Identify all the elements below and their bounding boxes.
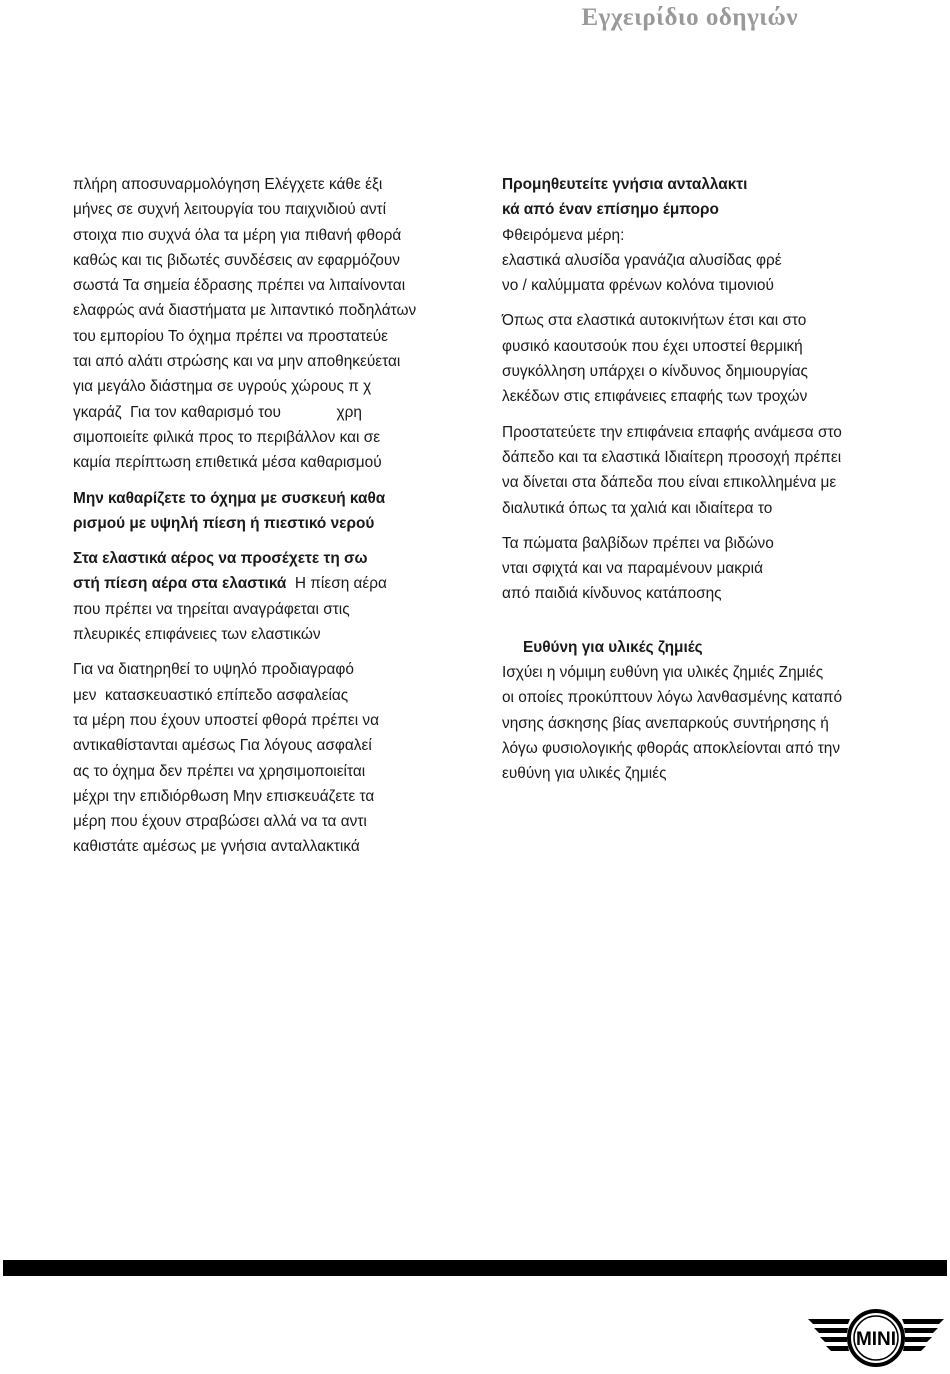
text-line: καθώς και τις βιδωτές συνδέσεις αν εφαρμόζουν: [73, 251, 400, 269]
text-line: φυσικό καουτσούκ που έχει υποστεί θερμική: [502, 337, 803, 355]
text-line: από παιδιά κίνδυνος κατάποσης: [502, 585, 722, 603]
paragraph-floor-protection: [502, 420, 902, 521]
text-line: σωστά Τα σημεία έδρασης πρέπει να λιπαίνονται: [73, 277, 406, 295]
logo-text: MINI: [855, 1329, 897, 1350]
left-column: [73, 172, 453, 870]
text-line: ελαστικά αλυσίδα γρανάζια αλυσίδας φρέ: [502, 251, 782, 269]
text-line: σιμοποιείτε φιλικά προς το περιβάλλον και σε: [73, 428, 381, 446]
text-line: [73, 571, 453, 596]
text-line: καμία περίπτωση επιθετικά μέσα καθαρισμού: [73, 454, 382, 472]
text-line: του εμπορίου Το όχημα πρέπει να προστατεύε: [73, 327, 389, 345]
text-line: νο / καλύμματα φρένων κολόνα τιμονιού: [502, 277, 774, 295]
text-fragment: Η πίεση αέρα: [286, 575, 387, 593]
text-line: Όπως στα ελαστικά αυτοκινήτων έτσι και στο: [502, 312, 807, 330]
paragraph-liability: [502, 660, 902, 786]
text-line: στοιχα πιο συχνά όλα τα μέρη για πιθανή φθορά: [73, 226, 402, 244]
text-line: μεν κατασκευαστικό επίπεδο ασφαλείας: [73, 686, 349, 704]
text-line: λεκέδων στις επιφάνειες επαφής των τροχών: [502, 388, 808, 406]
paragraph-tire-pressure: [73, 546, 453, 647]
text-line: ρισμού με υψηλή πίεση ή πιεστικό νερού: [73, 514, 375, 532]
page-title: Εγχειρίδιο οδηγιών: [581, 4, 798, 31]
text-line: διαλυτικά όπως τα χαλιά και ιδιαίτερα το: [502, 499, 773, 517]
text-line: συγκόλληση υπάρχει ο κίνδυνος δημιουργίας: [502, 363, 808, 381]
text-line: Μην καθαρίζετε το όχημα με συσκευή καθα: [73, 489, 386, 507]
paragraph-no-pressure-washer: [73, 486, 453, 537]
paragraph-safety: [73, 657, 453, 859]
text-line: Φθειρόμενα μέρη:: [502, 226, 625, 244]
text-line: οι οποίες προκύπτουν λόγω λανθασμένης καταπό: [502, 689, 843, 707]
text-line: δάπεδο και τα ελαστικά Ιδιαίτερη προσοχή πρέπει: [502, 448, 842, 466]
bold-fragment: στή πίεση αέρα στα ελαστικά: [73, 575, 287, 593]
text-line: καθιστάτε αμέσως με γνήσια ανταλλακτικά: [73, 838, 360, 856]
text-line: αντικαθίστανται αμέσως Για λόγους ασφαλεί: [73, 737, 372, 755]
text-line: που πρέπει να τηρείται αναγράφεται στις: [73, 600, 350, 618]
text-line: Τα πώματα βαλβίδων πρέπει να βιδώνο: [502, 534, 774, 552]
text-line: νται σφιχτά και να παραμένουν μακριά: [502, 560, 763, 578]
text-line: νησης άσκησης βίας ανεπαρκούς συντήρησης ή: [502, 714, 829, 732]
right-column: [502, 172, 902, 797]
text-line: Ισχύει η νόμιμη ευθύνη για υλικές ζημιές Ζημιές: [502, 664, 824, 682]
mini-logo-icon: [804, 1306, 948, 1372]
text-line: Για να διατηρηθεί το υψηλό προδιαγραφό: [73, 661, 354, 679]
text-line: πλευρικές επιφάνειες των ελαστικών: [73, 626, 321, 644]
text-line: κά από έναν επίσημο έμπορο: [502, 201, 719, 219]
text-line: για μεγάλο διάστημα σε υγρούς χώρους π χ: [73, 378, 372, 396]
text-line: Προμηθευτείτε γνήσια ανταλλακτι: [502, 176, 748, 193]
paragraph-maintenance: [73, 172, 453, 476]
paragraph-valve-caps: [502, 531, 902, 607]
text-line: τα μέρη που έχουν υποστεί φθορά πρέπει να: [73, 711, 380, 729]
text-line: μέχρι την επιδιόρθωση Μην επισκευάζετε τα: [73, 787, 375, 805]
text-line: Προστατεύετε την επιφάνεια επαφής ανάμεσα στο: [502, 423, 842, 441]
section-title-liability: Ευθύνη για υλικές ζημιές: [523, 638, 703, 656]
text-line: πλήρη αποσυναρμολόγηση Ελέγχετε κάθε έξι: [73, 176, 383, 193]
text-line: μήνες σε συχνή λειτουργία του παιχνιδιού αντί: [73, 201, 387, 219]
text-line: να δίνεται στα δάπεδα που είναι επικολλημένα με: [502, 474, 837, 492]
text-line: ευθύνη για υλικές ζημιές: [502, 765, 667, 783]
text-line: ται από αλάτι στρώσης και να μην αποθηκεύεται: [73, 353, 401, 371]
paragraph-rubber-stains: [502, 308, 902, 409]
text-line: ελαφρώς ανά διαστήματα με λιπαντικό ποδηλάτων: [73, 302, 417, 320]
text-line: γκαράζ Για τον καθαρισμό του χρη: [73, 403, 362, 421]
text-line: ας το όχημα δεν πρέπει να χρησιμοποιείται: [73, 762, 366, 780]
text-line: λόγω φυσιολογικής φθοράς αποκλείονται από την: [502, 739, 841, 757]
paragraph-spare-parts: [502, 172, 902, 298]
text-line: μέρη που έχουν στραβώσει αλλά να τα αντι: [73, 813, 367, 831]
footer-bar: [3, 1260, 947, 1276]
text-line: Στα ελαστικά αέρος να προσέχετε τη σω: [73, 550, 368, 568]
